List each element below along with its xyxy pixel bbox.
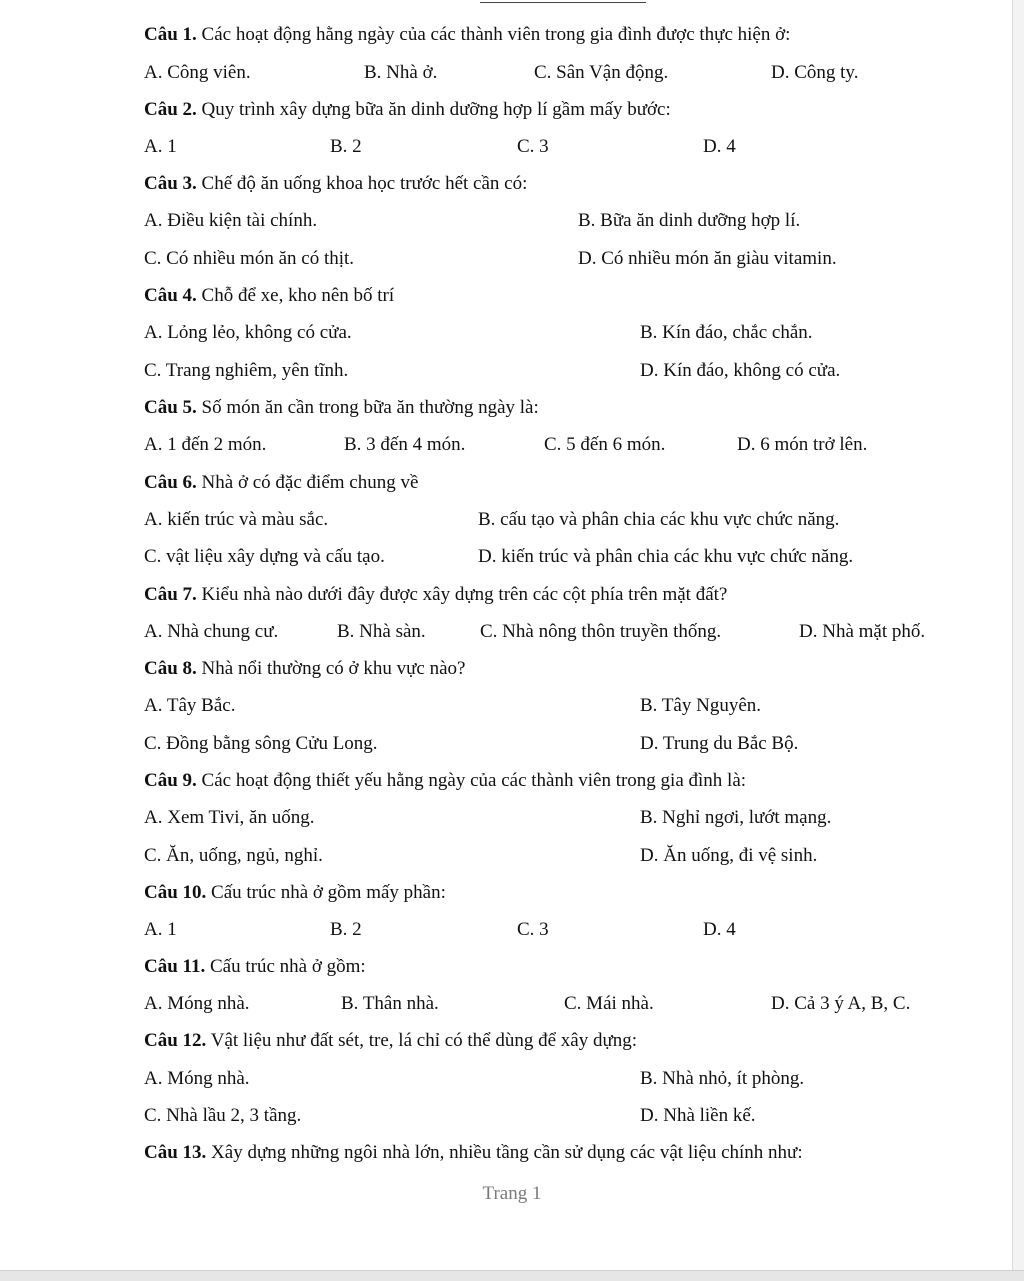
question-9-options-row1 [0,802,1024,834]
option-d: D. Trung du Bắc Bộ. [640,733,799,754]
question-7: Câu 7. Kiểu nhà nào dưới đây được xây dựng trên các cột phía trên mặt đất? [144,584,728,605]
question-12: Câu 12. Vật liệu như đất sét, tre, lá chỉ có thể dùng để xây dựng: [144,1030,638,1051]
option-c: C. Có nhiều món ăn có thịt. [144,248,355,269]
option-a: A. kiến trúc và màu sắc. [144,509,329,530]
option-a: A. 1 đến 2 món. [144,434,267,455]
option-b: B. cấu tạo và phân chia các khu vực chức năng. [478,509,840,530]
question-8-options-row2 [0,728,1024,760]
option-c: C. Mái nhà. [564,993,654,1014]
question-4: Câu 4. Chỗ để xe, kho nên bố trí [144,285,395,306]
question-2: Câu 2. Quy trình xây dựng bữa ăn dinh dưỡng hợp lí gầm mấy bước: [144,99,671,120]
question-11-options [0,988,1024,1020]
option-c: C. Sân Vận động. [534,62,669,83]
question-3-options-row2 [0,243,1024,275]
option-c: C. Ăn, uống, ngủ, nghỉ. [144,845,323,866]
question-8-options-row1 [0,690,1024,722]
option-a: A. Xem Tivi, ăn uống. [144,807,315,828]
question-11: Câu 11. Cấu trúc nhà ở gồm: [144,956,366,977]
question-3: Câu 3. Chế độ ăn uống khoa học trước hết cần có: [144,173,528,194]
question-8: Câu 8. Nhà nổi thường có ở khu vực nào? [144,658,466,679]
question-12-options-row2 [0,1100,1024,1132]
question-9: Câu 9. Các hoạt động thiết yếu hằng ngày của các thành viên trong gia đình là: [144,770,747,791]
option-c: C. 5 đến 6 món. [544,434,666,455]
question-13: Câu 13. Xây dựng những ngôi nhà lớn, nhiều tầng cần sử dụng các vật liệu chính như: [144,1142,803,1163]
option-d: D. Công ty. [771,62,859,83]
option-c: C. Đồng bằng sông Cửu Long. [144,733,378,754]
option-b: B. 2 [330,919,362,940]
option-d: D. Nhà liền kế. [640,1105,756,1126]
question-7-options [0,616,1024,648]
question-12-options-row1 [0,1063,1024,1095]
option-d: D. Kín đáo, không có cửa. [640,360,841,381]
option-d: D. 6 món trở lên. [737,434,868,455]
question-2-options [0,131,1024,163]
option-a: A. Lỏng lẻo, không có cửa. [144,322,352,343]
option-a: A. Điều kiện tài chính. [144,210,318,231]
option-d: D. Nhà mặt phố. [799,621,926,642]
question-9-options-row2 [0,840,1024,872]
option-a: A. Nhà chung cư. [144,621,279,642]
question-4-options-row2 [0,355,1024,387]
option-a: A. Tây Bắc. [144,695,236,716]
option-c: C. 3 [517,919,549,940]
option-a: A. 1 [144,919,177,940]
page-number: Trang 1 [482,1183,542,1204]
question-3-options-row1 [0,205,1024,237]
option-c: C. Nhà nông thôn truyền thống. [480,621,722,642]
option-a: A. Móng nhà. [144,993,250,1014]
option-a: A. Công viên. [144,62,251,83]
question-6-options-row1 [0,504,1024,536]
option-b: B. Nhà ở. [364,62,438,83]
option-d: D. Có nhiều món ăn giàu vitamin. [578,248,837,269]
option-d: D. 4 [703,919,736,940]
question-1-options [0,57,1024,89]
question-10-options [0,914,1024,946]
option-a: A. Móng nhà. [144,1068,250,1089]
option-b: B. Tây Nguyên. [640,695,762,716]
option-b: B. Nghỉ ngơi, lướt mạng. [640,807,832,828]
option-d: D. Ăn uống, đi vệ sinh. [640,845,818,866]
option-b: B. Nhà nhỏ, ít phòng. [640,1068,805,1089]
question-10: Câu 10. Cấu trúc nhà ở gồm mấy phần: [144,882,446,903]
question-4-options-row1 [0,317,1024,349]
option-b: B. Kín đáo, chắc chắn. [640,322,813,343]
question-5-options [0,429,1024,461]
option-b: B. 3 đến 4 món. [344,434,466,455]
option-d: D. Cả 3 ý A, B, C. [771,993,911,1014]
option-d: D. 4 [703,136,736,157]
option-c: C. 3 [517,136,549,157]
option-c: C. vật liệu xây dựng và cấu tạo. [144,546,385,567]
option-d: D. kiến trúc và phân chia các khu vực chức năng. [478,546,854,567]
question-6-options-row2 [0,541,1024,573]
question-5: Câu 5. Số món ăn cần trong bữa ăn thường ngày là: [144,397,539,418]
question-1: Câu 1. Các hoạt động hằng ngày của các thành viên trong gia đình được thực hiện ở: [144,24,791,45]
option-b: B. Nhà sàn. [337,621,426,642]
option-b: B. Thân nhà. [341,993,439,1014]
viewer-bottom-edge [0,1270,1024,1281]
question-6: Câu 6. Nhà ở có đặc điểm chung về [144,472,419,493]
option-b: B. 2 [330,136,362,157]
option-a: A. 1 [144,136,177,157]
viewer-right-edge [1012,0,1024,1270]
option-b: B. Bữa ăn dinh dưỡng hợp lí. [578,210,801,231]
option-c: C. Nhà lầu 2, 3 tầng. [144,1105,302,1126]
header-rule [480,2,646,3]
option-c: C. Trang nghiêm, yên tĩnh. [144,360,349,381]
